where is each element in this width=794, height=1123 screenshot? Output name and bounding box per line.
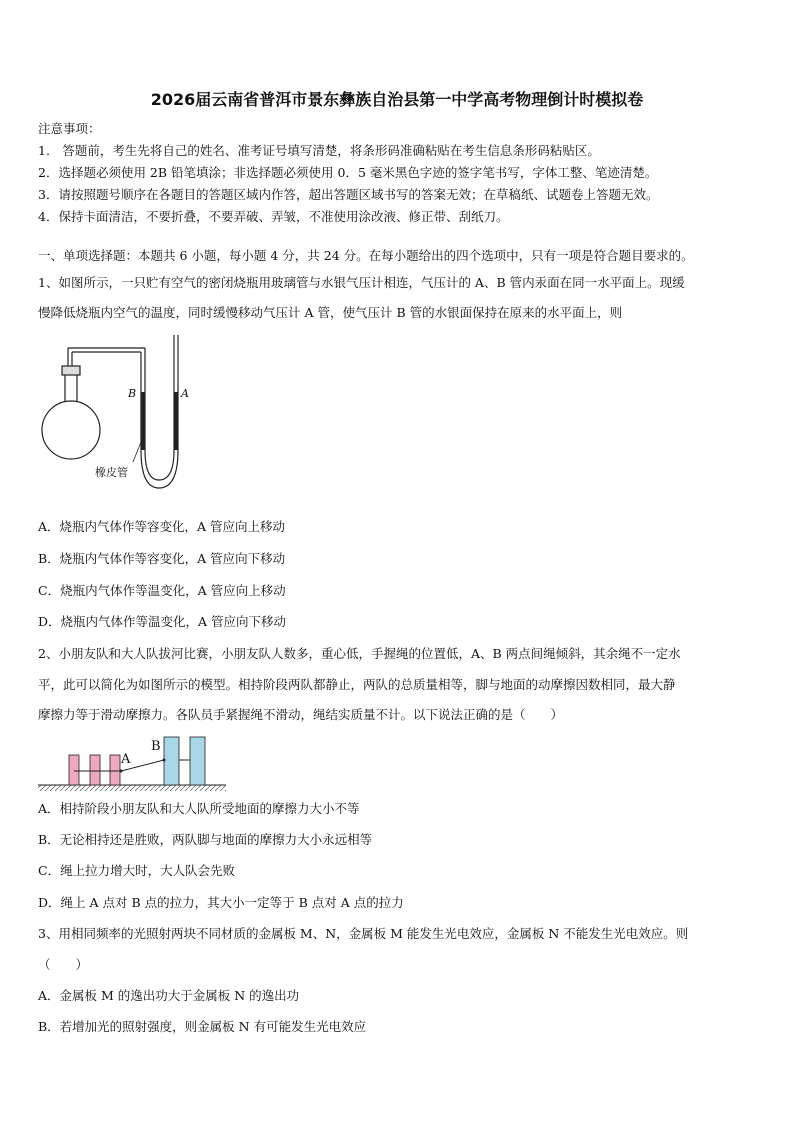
notice-item: 4．保持卡面清洁，不要折叠，不要弄破、弄皱，不准使用涂改液、修正带、刮纸刀。 [38,209,509,224]
question-2-option-c[interactable]: C．绳上拉力增大时，大人队会先败 [38,863,236,878]
question-2-option-a[interactable]: A．相持阶段小朋友队和大人队所受地面的摩擦力大小不等 [38,801,360,816]
label-a: A [181,387,189,400]
notice-item: 1. 答题前，考生先将自己的姓名、准考证号填写清楚，将条形码准确粘贴在考生信息条形码粘贴区。 [38,143,600,158]
notice-heading: 注意事项： [38,121,101,136]
rubber-tube-label: 橡皮管 [95,466,128,479]
question-2-stem: 2、小朋友队和大人队拔河比赛，小朋友队人数多，重心低，手握绳的位置低，A、B 两点间绳倾斜，其余绳不一定水 [38,646,681,661]
section-heading: 一、单项选择题：本题共 6 小题，每小题 4 分，共 24 分。在每小题给出的四个选项中，只有一项是符合题目要求的。 [38,248,694,263]
question-2-option-d[interactable]: D．绳上 A 点对 B 点的拉力，其大小一定等于 B 点对 A 点的拉力 [38,895,404,910]
question-2-stem: 摩擦力等于滑动摩擦力。各队员手紧握绳不滑动，绳结实质量不计。以下说法正确的是（ ） [38,707,564,722]
question-1-option-d[interactable]: D．烧瓶内气体作等温变化，A 管应向下移动 [38,614,287,629]
question-3-option-a[interactable]: A．金属板 M 的逸出功大于金属板 N 的逸出功 [38,988,300,1003]
question-3-stem: （ ） [38,957,89,972]
question-2-stem: 平，此可以简化为如图所示的模型。相持阶段两队都静止，两队的总质量相等，脚与地面的动摩擦因数相同，最大静 [38,677,676,692]
question-1-option-b[interactable]: B．烧瓶内气体作等容变化，A 管应向下移动 [38,551,286,566]
point-a-label: A [121,752,131,767]
notice-item: 3．请按照题号顺序在各题目的答题区域内作答，超出答题区域书写的答案无效；在草稿纸、试题卷上答题无效。 [38,187,659,202]
point-b-label: B [151,739,161,754]
question-1-stem: 1、如图所示，一只贮有空气的密闭烧瓶用玻璃管与水银气压计相连，气压计的 A、B 管内汞面在同一水平面上。现缓 [38,275,685,290]
label-b: B [128,387,137,400]
question-1-option-c[interactable]: C．烧瓶内气体作等温变化，A 管应向上移动 [38,583,286,598]
question-3-stem: 3、用相同频率的光照射两块不同材质的金属板 M、N，金属板 M 能发生光电效应，金属板 N 不能发生光电效应。则 [38,926,689,941]
question-1-option-a[interactable]: A．烧瓶内气体作等容变化，A 管应向上移动 [38,519,286,534]
question-2-option-b[interactable]: B．无论相持还是胜败，两队脚与地面的摩擦力大小永远相等 [38,832,373,847]
question-1-stem: 慢降低烧瓶内空气的温度，同时缓慢移动气压计 A 管，使气压计 B 管的水银面保持在原来的水平面上，则 [38,305,623,320]
question-3-option-b[interactable]: B．若增加光的照射强度，则金属板 N 有可能发生光电效应 [38,1019,367,1034]
notice-item: 2．选择题必须使用 2B 铅笔填涂；非选择题必须使用 0．5 毫米黑色字迹的签字笔书写，字体工整、笔迹清楚。 [38,165,658,180]
tug-of-war-figure [38,733,228,793]
page-title: 2026届云南省普洱市景东彝族自治县第一中学高考物理倒计时模拟卷 [150,90,644,109]
